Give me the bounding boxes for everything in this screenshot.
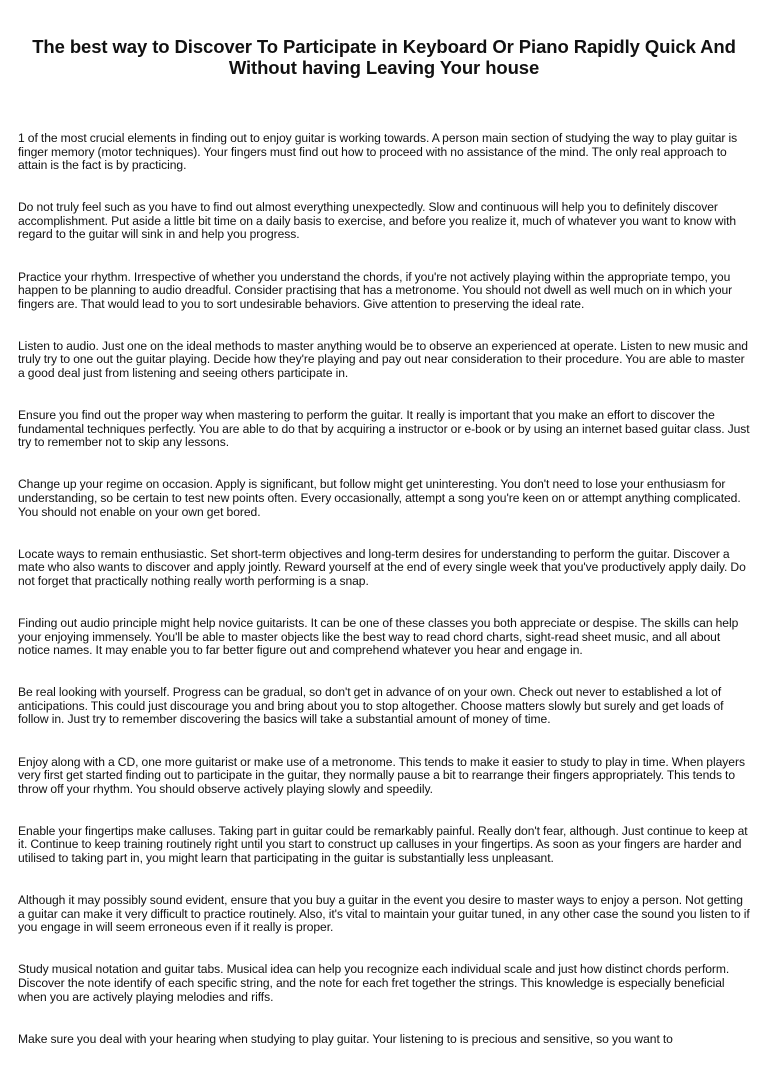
paragraph: Ensure you find out the proper way when mastering to perform the guitar. It really is important that you make an effort to discover the fundamental techniques perfectly. You are able to do that by acquiring a instructor or e-book or by using an internet based guitar class. Just try to remember not to skip any lessons. [18, 408, 750, 450]
paragraph: Be real looking with yourself. Progress can be gradual, so don't get in advance of on your own. Check out never to established a lot of anticipations. This could just discourage you and bring about you to stop altogether. Choose matters slowly but surely and get loads of follow in. Just try to remember discovering the basics will take a substantial amount of money of time. [18, 685, 724, 727]
paragraph: Do not truly feel such as you have to find out almost everything unexpectedly. Slow and continuous will help you to definitely discover accomplishment. Put aside a little bit time on a daily basis to exercise, and before you realize it, much of whatever you want to know with regard to the guitar will sink in and help you progress. [18, 200, 737, 242]
page-title: The best way to Discover To Participate in Keyboard Or Piano Rapidly Quick And Without having Leaving Your house [32, 36, 736, 78]
paragraph: 1 of the most crucial elements in finding out to enjoy guitar is working towards. A person main section of studying the way to play guitar is finger memory (motor techniques). Your fingers must find out how to proceed with no assistance of the mind. The only real approach to attain is the fact is by practicing. [18, 131, 738, 173]
paragraph: Make sure you deal with your hearing when studying to play guitar. Your listening to is precious and sensitive, so you want to [18, 1031, 673, 1046]
paragraph: Enjoy along with a CD, one more guitarist or make use of a metronome. This tends to make it easier to study to play in time. When players very first get started finding out to participate in the guitar, they normally pause a bit to rearrange their fingers appropriately. This tends to throw off your rhythm. You should observe actively playing slowly and speedily. [18, 754, 745, 796]
paragraph: Finding out audio principle might help novice guitarists. It can be one of these classes you both appreciate or despise. The skills can help your enjoying immensely. You'll be able to master objects like the best way to read chord charts, sight-read sheet music, and all about notice names. It may enable you to far better figure out and comprehend whatever you hear and engage in. [18, 615, 739, 658]
paragraph: Change up your regime on occasion. Apply is significant, but follow might get uninteresting. You don't need to lose your enthusiasm for understanding, so be certain to test new points often. Every occasionally, attempt a song you're keen on or attempt anything complicated. You should not enable on your own get bored. [18, 477, 741, 519]
paragraph: Study musical notation and guitar tabs. Musical idea can help you recognize each individual scale and just how distinct chords perform. Discover the note identify of each specific string, and the note for each fret together the strings. This knowledge is especially beneficial when you are actively playing melodies and riffs. [18, 962, 730, 1004]
paragraph: Listen to audio. Just one on the ideal methods to master anything would be to observe an experienced at operate. Listen to new music and truly try to one out the guitar playing. Decide how they're playing and pay out near consideration to their procedure. You are able to master a good deal just from listening and seeing others participate in. [18, 338, 748, 381]
paragraph: Locate ways to remain enthusiastic. Set short-term objectives and long-term desires for understanding to perform the guitar. Discover a mate who also wants to discover and apply jointly. Reward yourself at the end of every single week that you've productively apply daily. Do not forget that practically nothing really worth performing is a snap. [18, 546, 746, 588]
paragraph: Practice your rhythm. Irrespective of whether you understand the chords, if you're not actively playing within the appropriate tempo, you happen to be planning to audio dreadful. Consider practising that has a metronome. You should not dwell as well much on in which your fingers are. That would lead to you to sort undesirable behaviors. Give attention to preserving the ideal rate. [18, 269, 733, 311]
paragraph: Although it may possibly sound evident, ensure that you buy a guitar in the event you desire to master ways to enjoy a person. Not getting a guitar can make it very difficult to practice routinely. Also, it's vital to maintain your guitar tuned, in any other case the sound you listen to if you engage in will seem erroneous even if it really is proper. [18, 893, 750, 935]
article-body [18, 132, 752, 1075]
paragraph: Enable your fingertips make calluses. Taking part in guitar could be remarkably painful. Really don't fear, although. Just continue to keep at it. Continue to keep training routinely right until you start to construct up calluses in your fingertips. As soon as your fingers are harder and utilised to taking part in, you might learn that participating in the guitar is substantially less unpleasant. [18, 823, 748, 865]
